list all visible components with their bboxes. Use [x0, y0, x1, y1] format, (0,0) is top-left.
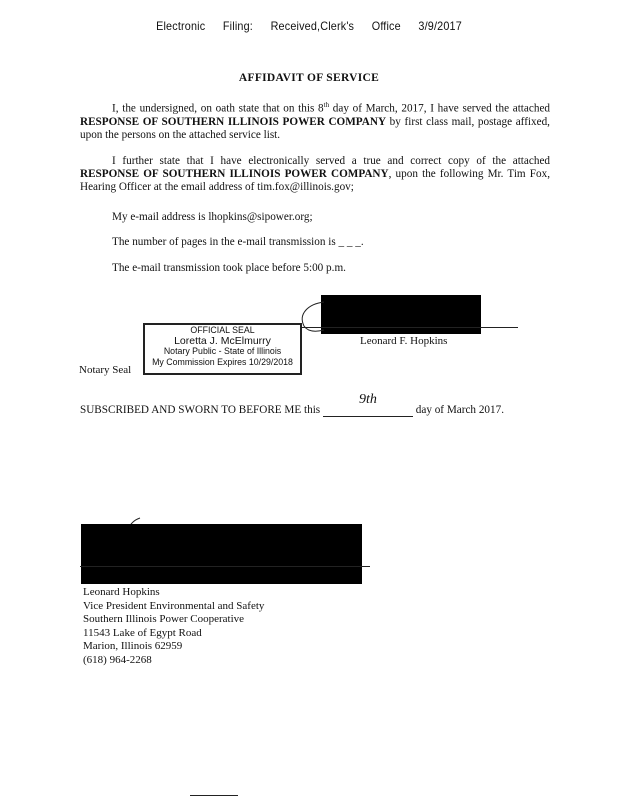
- p1-text-b: day of March, 2017, I have served the attached: [329, 102, 550, 115]
- address-name: Leonard Hopkins: [83, 586, 160, 598]
- p1-sup: th: [323, 101, 330, 109]
- header-word-office: Office: [371, 19, 401, 33]
- seal-notary-title: Notary Public - State of Illinois: [163, 346, 282, 357]
- address-street: 11543 Lake of Egypt Road: [83, 626, 202, 639]
- official-notary-seal: [143, 323, 302, 375]
- header-word-received: Received,Clerk's: [270, 19, 355, 33]
- page-count-text: The number of pages in the e-mail transmission is: [112, 236, 336, 248]
- seal-commission-expiry: My Commission Expires 10/29/2018: [152, 356, 293, 367]
- sworn-day-blank: [323, 392, 413, 417]
- signer-address-block: [83, 586, 264, 668]
- paragraph-electronic-service: [80, 155, 550, 194]
- p1-bold-title: RESPONSE OF SOUTHERN ILLINOIS POWER COMPANY: [80, 115, 387, 128]
- address-city: Marion, Illinois 62959: [83, 640, 183, 653]
- header-word-filing: Filing:: [222, 19, 253, 33]
- footer-rule: [190, 795, 238, 796]
- address-title: Vice President Environmental and Safety: [83, 599, 265, 612]
- redacted-signature-top: [321, 295, 481, 334]
- p2-text-c: , upon the following Mr. Tim Fox, Hearing Officer at the email address of tim.fox@illinois.gov;: [80, 168, 550, 193]
- email-address-line: My e-mail address is lhopkins@sipower.org;: [112, 211, 313, 223]
- document-title: AFFIDAVIT OF SERVICE: [238, 72, 380, 84]
- page-count-line: [112, 236, 364, 248]
- p1-text-a: I, the undersigned, on oath state that on this 8: [112, 102, 324, 115]
- header-word-electronic: Electronic: [156, 19, 206, 33]
- p2-text-a: I further state that I have electronically served a true and correct copy of the attached: [112, 155, 550, 167]
- signer-name: Leonard F. Hopkins: [360, 335, 448, 347]
- paragraph-service-mail: [80, 99, 550, 142]
- notary-seal-label: Notary Seal: [79, 364, 132, 376]
- p2-bold-title: RESPONSE OF SOUTHERN ILLINOIS POWER COMPANY: [80, 168, 389, 180]
- address-phone: (618) 964-2268: [83, 653, 152, 666]
- sworn-text-a: SUBSCRIBED AND SWORN TO BEFORE ME this: [80, 404, 321, 416]
- signature-line: [300, 327, 518, 328]
- sworn-text-b: day of March 2017.: [415, 404, 504, 416]
- sworn-statement: [80, 392, 504, 417]
- header-date: 3/9/2017: [418, 19, 462, 33]
- p1-text-c: by first class mail, postage affixed, upon the persons on the attached service list.: [80, 115, 550, 141]
- seal-heading: OFFICIAL SEAL: [190, 325, 255, 335]
- transmission-time-line: The e-mail transmission took place before 5:00 p.m.: [112, 262, 346, 274]
- filing-stamp-header: [31, 19, 587, 33]
- address-organization: Southern Illinois Power Cooperative: [83, 613, 245, 626]
- redacted-signature-bottom: [81, 524, 362, 584]
- page-count-value: _ _ _.: [338, 236, 364, 248]
- seal-notary-name: Loretta J. McElmurry: [174, 334, 271, 347]
- signature-line-bottom: [80, 566, 370, 567]
- sworn-day-handwritten: 9th: [358, 392, 377, 407]
